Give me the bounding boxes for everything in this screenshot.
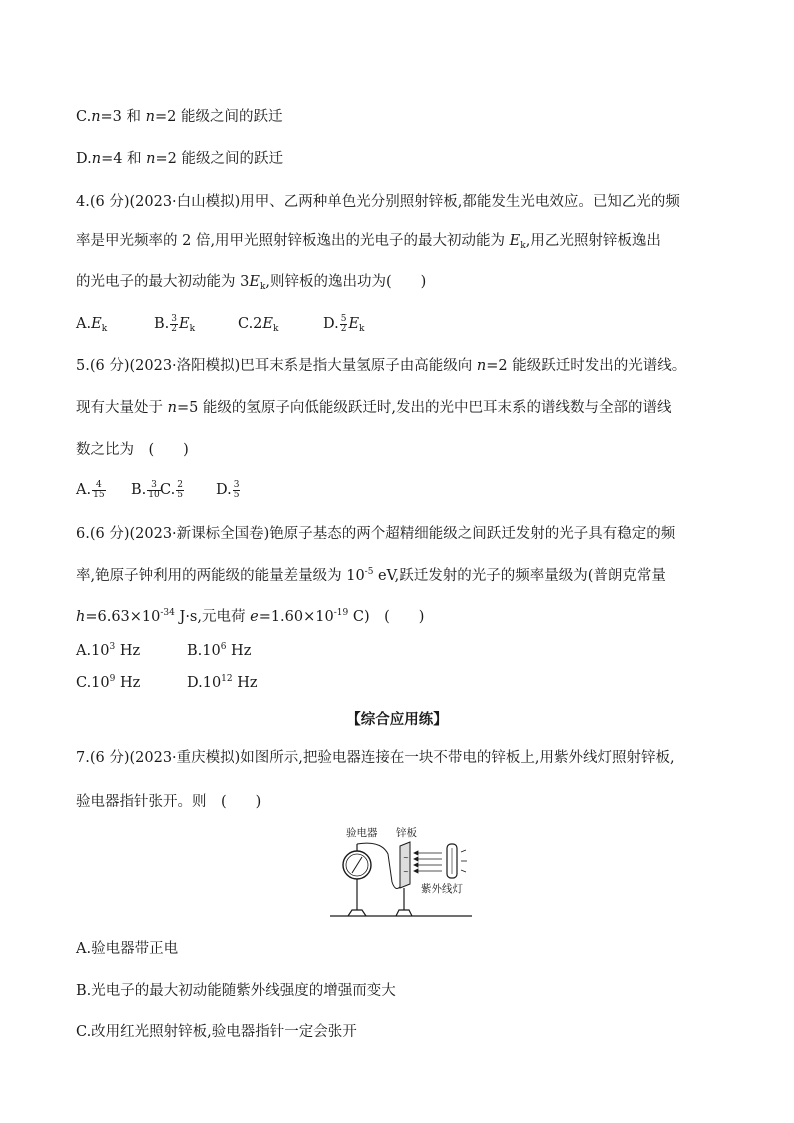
svg-text:~: ~ [403,868,409,876]
q4-stem-line1: 4.(6 分)(2023·白山模拟)用甲、乙两种单色光分别照射锌板,都能发生光电效应。已知乙光的频 [76,194,680,210]
connecting-wire [357,843,402,888]
q6-option-c: $C.10^9$ Hz [76,674,141,691]
q5-stem-line1: 5.(6 分)(2023·洛阳模拟)巴耳末系是指大量氢原子由高能级向 n=2 能级跃迁时发出的光谱线。 [76,358,687,374]
electroscope-figure [326,822,476,922]
q5-stem-line3: 数之比为 ( ) [76,442,189,458]
q5-stem-line2: 现有大量处于 n=5 能级的氢原子向低能级跃迁时,发出的光中巴耳末系的谱线数与全部的谱线 [76,400,672,416]
q4-stem-line3: 的光电子的最大初动能为 $3E_k$,则锌板的逸出功为( ) [76,274,427,292]
q4-option-c: $C.2E_k$ [238,316,279,334]
section-title: 【综合应用练】 [346,712,448,728]
q3-option-d: D.n=4 和 n=2 能级之间的跃迁 [76,151,283,167]
q6-option-d: $D.10^{12}$ Hz [187,674,258,691]
q4-stem-line2: 率是甲光频率的 2 倍,用甲光照射锌板逸出的光电子的最大初动能为 $E_k$,用乙光照射锌板逸出 [76,233,661,251]
electroscope-icon [343,844,371,916]
q7-stem-line2: 验电器指针张开。则 ( ) [76,794,262,810]
figure-label-uv-lamp: 紫外线灯 [421,883,463,895]
q6-stem-line1: 6.(6 分)(2023·新课标全国卷)铯原子基态的两个超精细能级之间跃迁发射的光子具有稳定的频 [76,526,676,542]
fraction: $\frac{3}{10}$ [148,479,160,500]
q5-option-d: D. $\frac{3}{5}$ [216,479,240,500]
svg-text:~: ~ [403,854,409,862]
q6-option-a: $A.10^3$ Hz [76,642,141,659]
zinc-plate-icon [396,842,412,916]
q7-option-c: C.改用红光照射锌板,验电器指针一定会张开 [76,1024,357,1040]
q6-option-b: $B.10^6$ Hz [187,642,252,659]
q4-option-b: B. $\frac{3}{2}$ $E_k$ [154,313,196,334]
q5-option-a: A. $\frac{4}{15}$ [76,479,105,500]
fraction: $\frac{3}{2}$ [171,313,177,334]
q7-option-a: A.验电器带正电 [76,941,179,957]
q6-stem-line3: $h=6.63\times 10^{-34}$ J·s,元电荷 $e=1.60\times 10^{-19}$ C) ( ) [76,608,425,625]
figure-label-electroscope: 验电器 [346,827,378,839]
q5-option-c: C. $\frac{2}{5}$ [160,479,183,500]
q4-option-a: $A.E_k$ [76,316,108,334]
fraction: $\frac{5}{2}$ [340,313,347,334]
q5-option-b: B. $\frac{3}{10}$ [131,479,160,500]
q6-stem-line2: 率,铯原子钟利用的两能级的能量差量级为 $10^{-5}$ eV,跃迁发射的光子的频率量级为(普朗克常量 [76,567,666,584]
uv-lamp-icon [447,844,467,878]
q4-option-d: D. $\frac{5}{2}$ $E_k$ [323,313,365,334]
fraction: $\frac{3}{5}$ [233,479,240,500]
q3-option-c: C.n=3 和 n=2 能级之间的跃迁 [76,109,283,125]
uv-rays [414,851,442,873]
fraction: $\frac{4}{15}$ [93,479,105,500]
q7-option-b: B.光电子的最大初动能随紫外线强度的增强而变大 [76,983,396,999]
figure-label-zinc: 锌板 [396,827,417,839]
q7-stem-line1: 7.(6 分)(2023·重庆模拟)如图所示,把验电器连接在一块不带电的锌板上,用紫外线灯照射锌板, [76,750,675,766]
fraction: $\frac{2}{5}$ [177,479,183,500]
